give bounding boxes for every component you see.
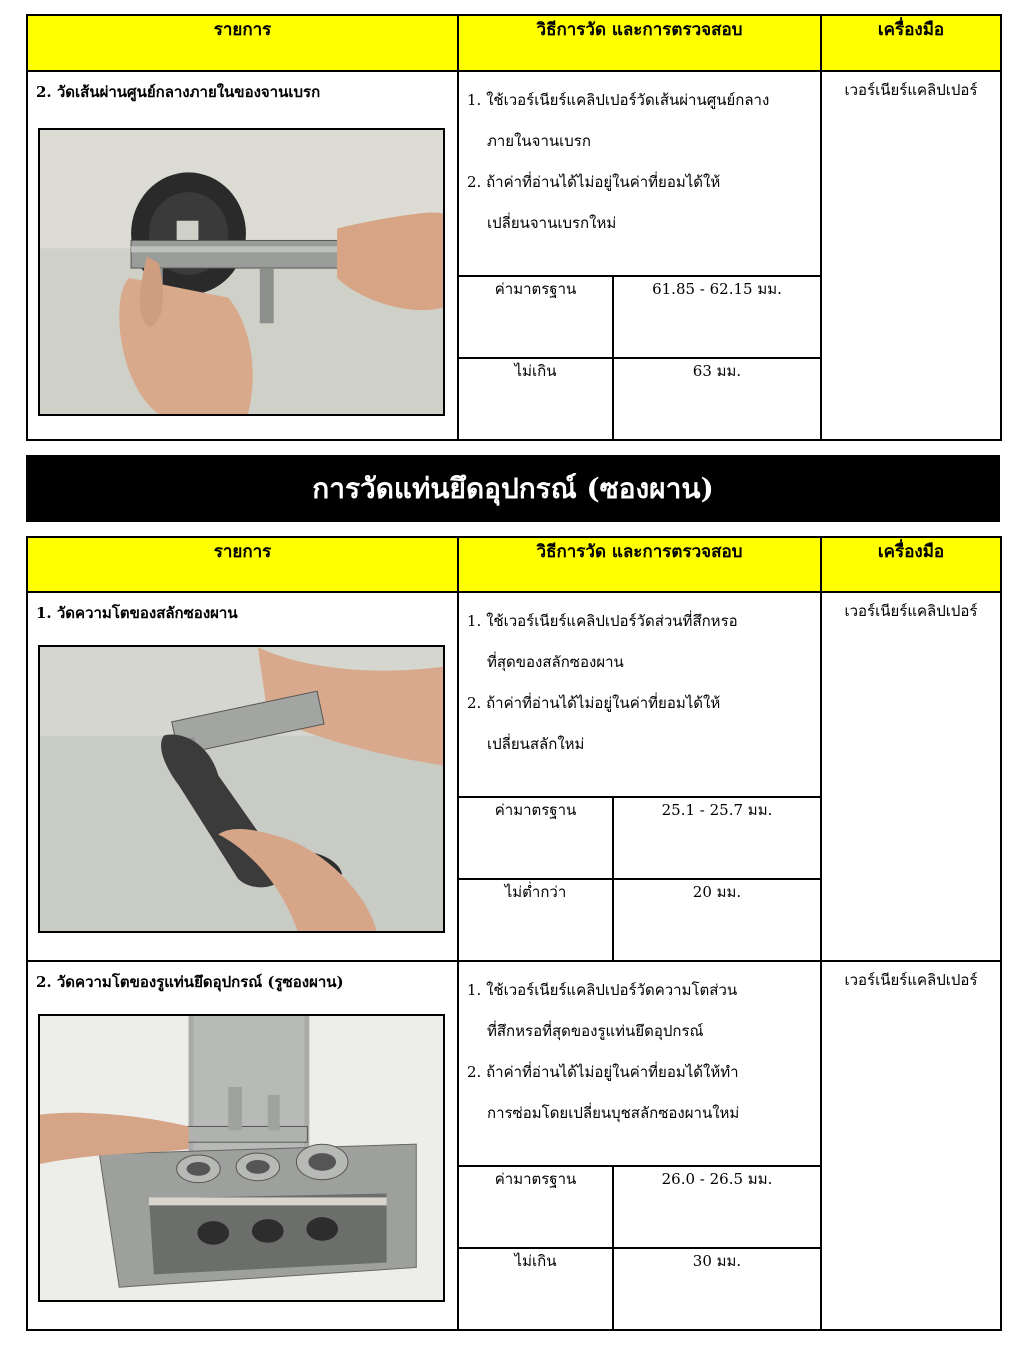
tool-cell: เวอร์เนียร์แคลิปเปอร์ bbox=[821, 592, 1001, 961]
header-tool: เครื่องมือ bbox=[821, 15, 1001, 71]
spec-limit-value: 63 มม. bbox=[613, 358, 821, 440]
method-cell bbox=[458, 71, 821, 276]
item-cell bbox=[27, 71, 458, 440]
method-line-1: 1. ใช้เวอร์เนียร์แคลิปเปอร์วัดความโตส่วน bbox=[467, 981, 738, 999]
spec-standard-value: 26.0 - 26.5 มม. bbox=[613, 1166, 821, 1248]
method-line-3: 2. ถ้าค่าที่อ่านได้ไม่อยู่ในค่าที่ยอมได้ให้ทำ bbox=[467, 1063, 739, 1081]
spec-standard-value: 25.1 - 25.7 มม. bbox=[613, 797, 821, 879]
photo-brake-disc-measurement bbox=[38, 128, 445, 416]
method-line-4: เปลี่ยนสลักใหม่ bbox=[487, 735, 585, 753]
photo-pin-measurement bbox=[38, 645, 445, 933]
header-method: วิธีการวัด และการตรวจสอบ bbox=[458, 537, 821, 592]
spec-standard-label: ค่ามาตรฐาน bbox=[458, 1166, 613, 1248]
item-cell bbox=[27, 961, 458, 1330]
item-cell bbox=[27, 592, 458, 961]
spec-limit-label: ไม่ต่ำกว่า bbox=[458, 879, 613, 961]
method-cell bbox=[458, 592, 821, 797]
spec-standard-label: ค่ามาตรฐาน bbox=[458, 276, 613, 358]
header-item: รายการ bbox=[27, 15, 458, 71]
header-item: รายการ bbox=[27, 537, 458, 592]
spec-limit-value: 30 มม. bbox=[613, 1248, 821, 1330]
measurement-table-brake-disc bbox=[26, 14, 1002, 441]
method-cell bbox=[458, 961, 821, 1166]
header-method: วิธีการวัด และการตรวจสอบ bbox=[458, 15, 821, 71]
method-line-2: ภายในจานเบรก bbox=[487, 132, 591, 150]
method-line-4: การซ่อมโดยเปลี่ยนบุชสลักซองผานใหม่ bbox=[487, 1104, 740, 1122]
method-line-1: 1. ใช้เวอร์เนียร์แคลิปเปอร์วัดเส้นผ่านศูนย์กลาง bbox=[467, 91, 770, 109]
method-line-3: 2. ถ้าค่าที่อ่านได้ไม่อยู่ในค่าที่ยอมได้ให้ bbox=[467, 173, 721, 191]
method-line-1: 1. ใช้เวอร์เนียร์แคลิปเปอร์วัดส่วนที่สึกหรอ bbox=[467, 612, 738, 630]
tool-cell: เวอร์เนียร์แคลิปเปอร์ bbox=[821, 71, 1001, 440]
item-title: 2. วัดความโตของรูแท่นยึดอุปกรณ์ (รูซองผาน) bbox=[36, 973, 344, 991]
item-title: 2. วัดเส้นผ่านศูนย์กลางภายในของจานเบรก bbox=[36, 83, 321, 101]
header-tool: เครื่องมือ bbox=[821, 537, 1001, 592]
spec-limit-label: ไม่เกิน bbox=[458, 358, 613, 440]
measurement-table-mounting-bracket bbox=[26, 536, 1002, 1331]
spec-limit-value: 20 มม. bbox=[613, 879, 821, 961]
method-line-2: ที่สุดของสลักซองผาน bbox=[487, 653, 624, 671]
item-title: 1. วัดความโตของสลักซองผาน bbox=[36, 604, 238, 622]
spec-standard-label: ค่ามาตรฐาน bbox=[458, 797, 613, 879]
method-line-2: ที่สึกหรอที่สุดของรูแท่นยึดอุปกรณ์ bbox=[487, 1022, 704, 1040]
method-line-4: เปลี่ยนจานเบรกใหม่ bbox=[487, 214, 617, 232]
spec-limit-label: ไม่เกิน bbox=[458, 1248, 613, 1330]
section-banner: การวัดแท่นยึดอุปกรณ์ (ซองผาน) bbox=[26, 455, 1000, 522]
photo-bracket-hole-measurement bbox=[38, 1014, 445, 1302]
method-line-3: 2. ถ้าค่าที่อ่านได้ไม่อยู่ในค่าที่ยอมได้ให้ bbox=[467, 694, 721, 712]
tool-cell: เวอร์เนียร์แคลิปเปอร์ bbox=[821, 961, 1001, 1330]
spec-standard-value: 61.85 - 62.15 มม. bbox=[613, 276, 821, 358]
